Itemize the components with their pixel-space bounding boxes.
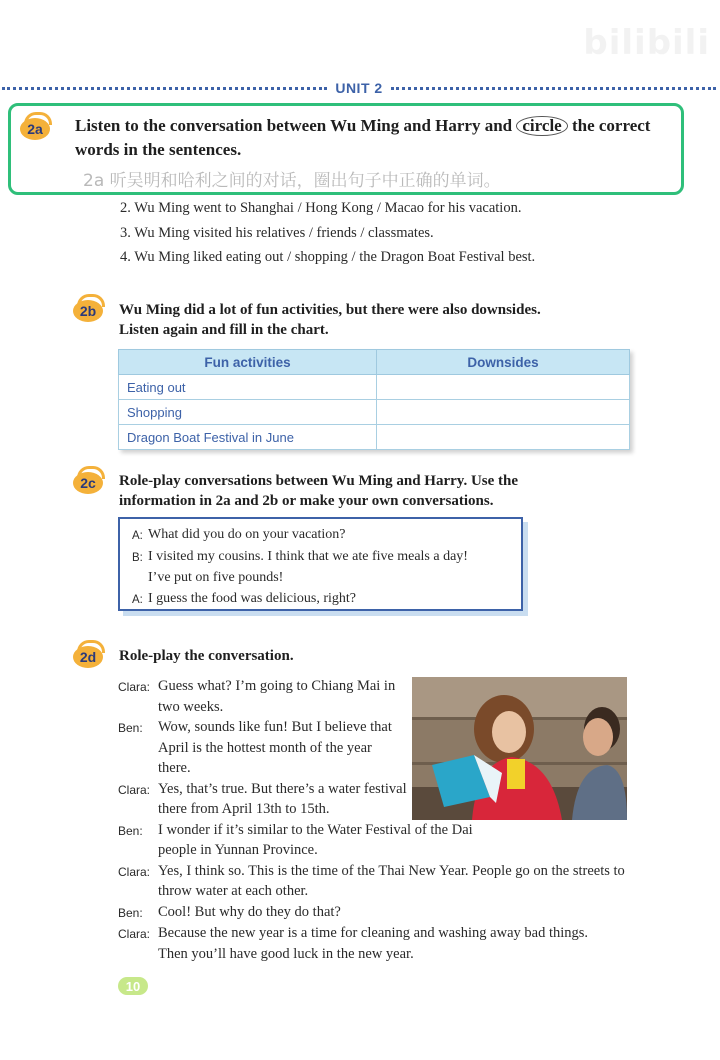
section-badge-2a: 2a — [20, 118, 50, 140]
conversation-line — [118, 861, 638, 902]
dotted-divider-right — [391, 87, 716, 90]
line-text: Wow, sounds like fun! But I believe that April is the hottest month of the year there. — [158, 719, 392, 776]
chinese-subtitle: 2a 听吴明和哈利之间的对话，圈出句子中正确的单词。 — [83, 171, 501, 191]
speaker-name: Clara: — [118, 927, 151, 941]
instruction-2c-line2: information in 2a and 2b or make your own conversations. — [119, 493, 494, 509]
conversation-line — [118, 820, 638, 861]
table-cell: Dragon Boat Festival in June — [119, 425, 377, 450]
fill-in-chart — [118, 349, 630, 450]
line-text: Guess what? I’m going to Chiang Mai in two weeks. — [158, 678, 396, 715]
line-text: Yes, that’s true. But there’s a water festival there from April 13th to 15th. — [158, 780, 407, 817]
speaker-name: Ben: — [118, 905, 143, 920]
line-text: Cool! But why do they do that? — [158, 903, 341, 920]
speaker-name: Ben: — [118, 721, 143, 735]
instruction-2d: Role-play the conversation. — [119, 648, 294, 664]
table-cell-blank[interactable] — [377, 425, 630, 450]
unit-label: UNIT 2 — [335, 80, 383, 96]
conversation-line — [118, 717, 638, 779]
dialog-speaker: A: — [132, 530, 143, 542]
table-cell: Shopping — [119, 400, 377, 425]
conversation-line — [118, 676, 638, 717]
dialog-text: I guess the food was delicious, right? — [148, 590, 357, 606]
sentence-list-2a — [120, 196, 680, 270]
instruction-2b-line2: Listen again and fill in the chart. — [119, 322, 329, 338]
sample-dialog-box — [118, 517, 523, 611]
table-cell-blank[interactable] — [377, 400, 630, 425]
dialog-line — [132, 547, 511, 569]
instruction-2c-line1: Role-play conversations between Wu Ming and Harry. Use the — [119, 473, 519, 489]
instruction-2b — [119, 300, 679, 340]
sentence-item: 2. Wu Ming went to Shanghai / Hong Kong / Macao for his vacation. — [120, 200, 522, 216]
instruction-2c — [119, 471, 679, 511]
sentence-item: 4. Wu Ming liked eating out / shopping / the Dragon Boat Festival best. — [120, 249, 536, 265]
table-row — [119, 425, 630, 450]
table-cell-blank[interactable] — [377, 375, 630, 400]
dialog-speaker — [132, 568, 148, 589]
section-badge-2c: 2c — [73, 472, 103, 494]
dialog-text: What did you do on your vacation? — [148, 527, 346, 542]
conversation-line — [118, 779, 638, 820]
page-number: 10 — [118, 977, 148, 995]
header-fun-activities: Fun activities — [119, 350, 377, 375]
instruction-2a — [75, 114, 685, 162]
dialog-line — [132, 525, 511, 547]
speaker-name: Clara: — [118, 680, 151, 694]
conversation-line — [118, 923, 638, 964]
dialog-text: I’ve put on five pounds! — [148, 570, 284, 585]
circled-word: circle — [516, 116, 567, 136]
line-text: I wonder if it’s similar to the Water Festival of the Dai people in Yunnan Province. — [158, 821, 473, 858]
speaker-name: Clara: — [118, 864, 151, 879]
sentence-item: 3. Wu Ming visited his relatives / friends / classmates. — [120, 224, 434, 241]
instruction-2a-part2: the correct words in the sentences. — [75, 116, 651, 159]
instruction-2a-part1: Listen to the conversation between Wu Ming and Harry and — [75, 116, 513, 135]
conversation-line — [118, 902, 638, 924]
dotted-divider-left — [2, 87, 327, 90]
bilibili-watermark: bilibili — [583, 23, 710, 63]
table-cell: Eating out — [119, 375, 377, 400]
table-row — [119, 375, 630, 400]
line-text: Because the new year is a time for cleaning and washing away bad things. Then you’ll have good luck in the new year. — [158, 925, 589, 962]
speaker-name: Clara: — [118, 782, 151, 797]
section-badge-2b: 2b — [73, 300, 103, 322]
speaker-name: Ben: — [118, 823, 143, 838]
conversation-2d — [118, 676, 638, 964]
dialog-line — [132, 589, 511, 611]
dialog-text: I visited my cousins. I think that we ate five meals a day! — [148, 548, 468, 564]
table-row — [119, 400, 630, 425]
dialog-speaker: A: — [132, 593, 143, 606]
section-badge-2d: 2d — [73, 646, 103, 668]
unit-header — [0, 80, 720, 96]
instruction-2b-line1: Wu Ming did a lot of fun activities, but there were also downsides. — [119, 302, 541, 318]
dialog-line — [132, 568, 511, 589]
dialog-speaker: B: — [132, 551, 143, 564]
header-downsides: Downsides — [377, 350, 630, 375]
line-text: Yes, I think so. This is the time of the Thai New Year. People go on the streets to throw water at each other. — [158, 862, 625, 899]
